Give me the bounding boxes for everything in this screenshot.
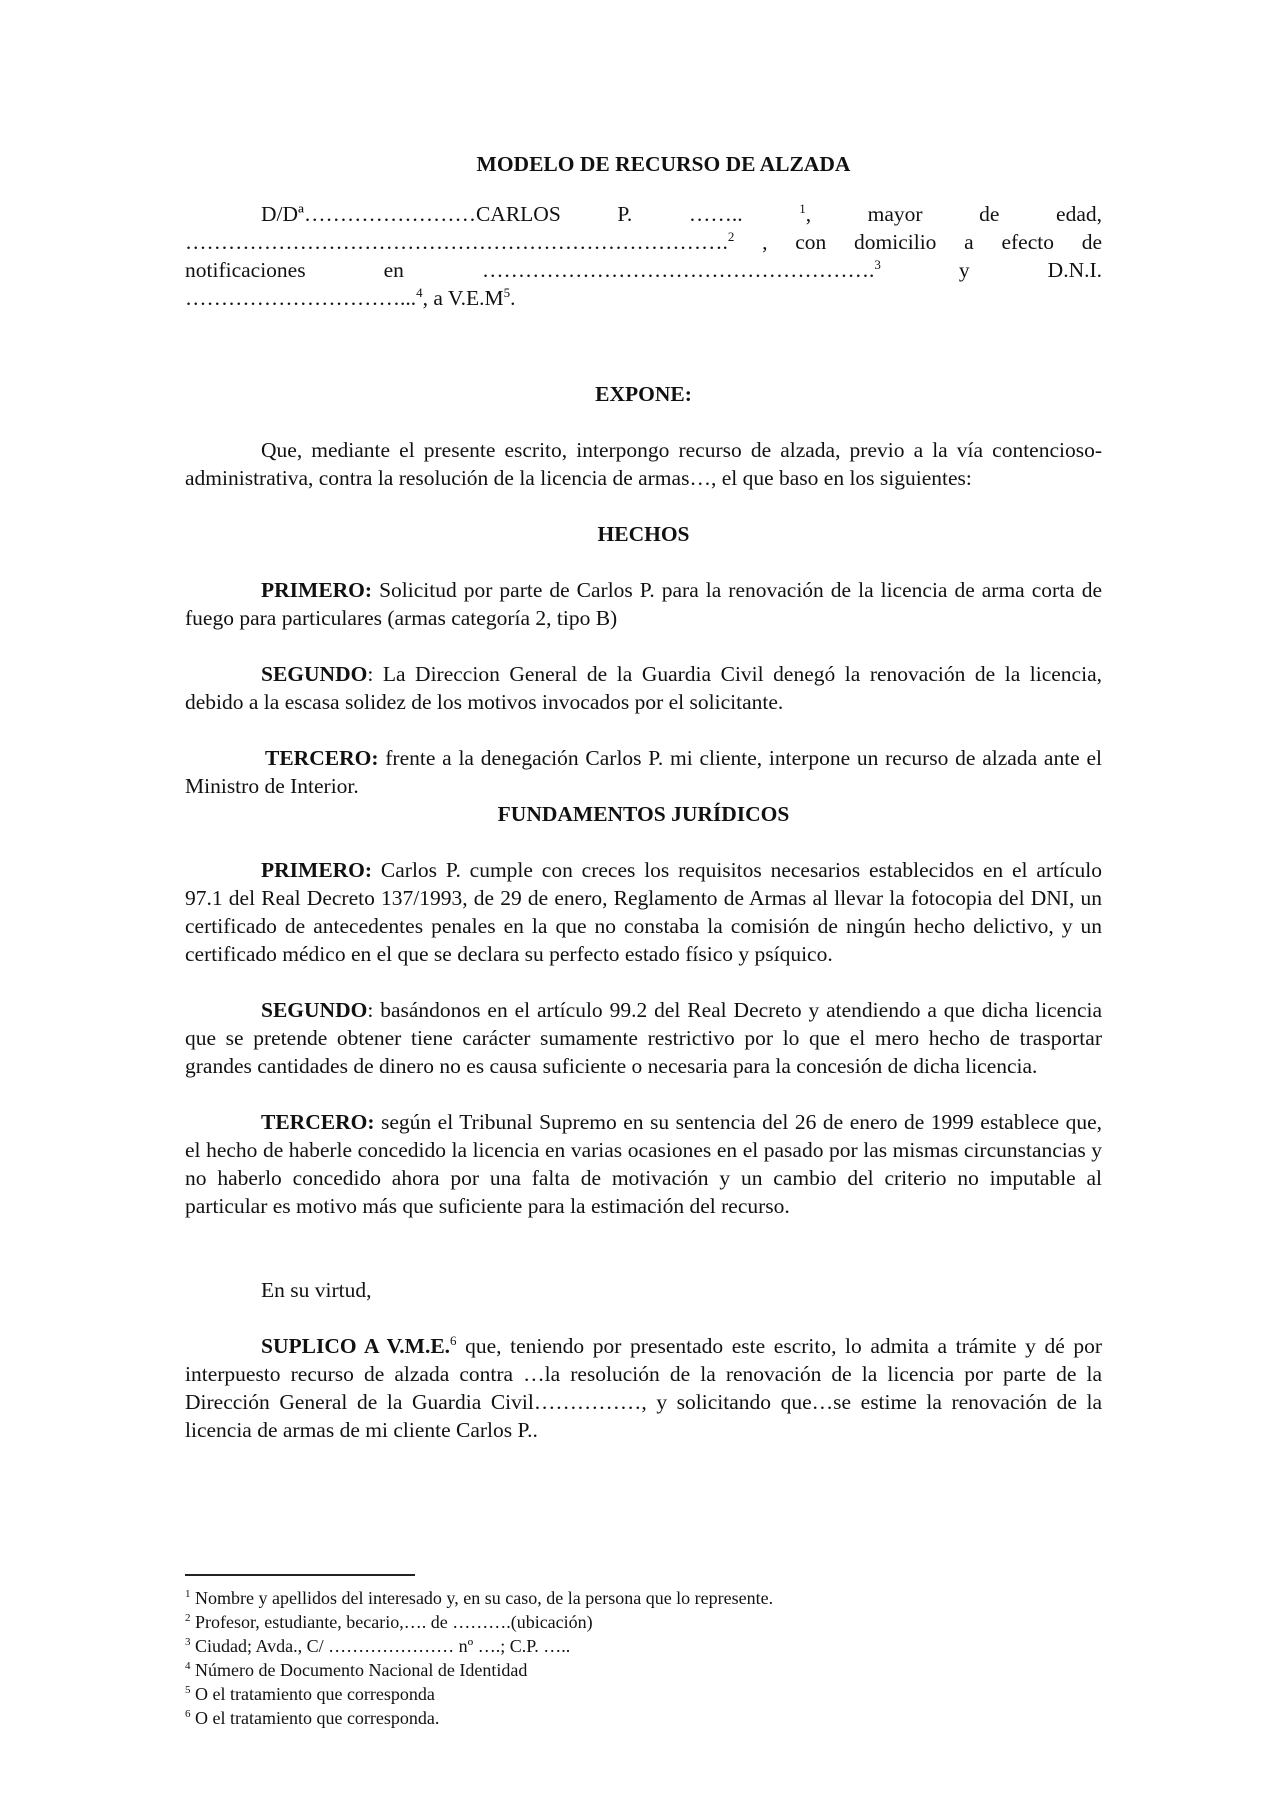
intro-text: , mayor de edad, (805, 202, 1102, 226)
fundamento-primero (185, 856, 1102, 968)
footnote-number: 6 (185, 1708, 191, 1720)
fundamento-segundo (185, 996, 1102, 1080)
footnote-text: Nombre y apellidos del interesado y, en su caso, de la persona que lo represente. (190, 1588, 774, 1608)
intro-name-field: D/Dª……………………CARLOS P. …….. (261, 202, 743, 226)
expone-paragraph: Que, mediante el presente escrito, interpongo recurso de alzada, previo a la vía contencioso-administrativa, contra la resolución de la licencia de armas…, el que baso en los siguientes: (185, 438, 1102, 490)
footnote-6 (185, 1706, 1105, 1730)
intro-address-field: notificaciones en ………………………………………………. (185, 258, 875, 282)
fundamentos-heading: FUNDAMENTOS JURÍDICOS (497, 802, 790, 826)
footnote-ref-6: 6 (450, 1332, 457, 1348)
footnote-ref-1: 1 (799, 200, 806, 216)
hecho-tercero (185, 744, 1102, 800)
en-su-virtud: En su virtud, (261, 1278, 372, 1302)
suplico-text: que, teniendo por presentado este escrito, lo admita a trámite y dé por interpuesto recurso de alzada contra …la resolución de la renovación de la licencia por parte de la Dirección General de la Guardia Civil……………, y solicitando que…se estime la renovación de la licencia de armas de mi cliente Carlos P.. (185, 1334, 1102, 1442)
hecho-label: PRIMERO: (261, 578, 373, 602)
hecho-text: : La Direccion General de la Guardia Civil denegó la renovación de la licencia, debido a la escasa solidez de los motivos invocados por el solicitante. (185, 662, 1102, 714)
footnote-text: O el tratamiento que corresponda. (190, 1708, 440, 1728)
footnote-number: 3 (185, 1636, 191, 1648)
footnote-ref-3: 3 (874, 256, 881, 272)
footnote-3 (185, 1634, 1105, 1658)
fundamento-text: Carlos P. cumple con creces los requisitos necesarios establecidos en el artículo 97.1 del Real Decreto 137/1993, de 29 de enero, Reglamento de Armas al llevar la fotocopia del DNI, un certificado de antecedentes penales en la que no constaba la comisión de ningún hecho delictivo, y un certificado médico en el que se declara su perfecto estado físico y psíquico. (185, 858, 1102, 966)
intro-line-3 (185, 256, 1102, 284)
fundamento-label: SEGUNDO (261, 998, 368, 1022)
intro-line-1 (185, 200, 1102, 228)
hecho-primero (185, 576, 1102, 632)
hecho-text: frente a la denegación Carlos P. mi cliente, interpone un recurso de alzada ante el Ministro de Interior. (185, 746, 1102, 798)
footnote-number: 1 (185, 1588, 191, 1600)
footnote-2 (185, 1610, 1105, 1634)
footnote-number: 2 (185, 1612, 191, 1624)
intro-occupation-field: …………………………………………………………………. (185, 230, 728, 254)
footnote-4 (185, 1658, 1105, 1682)
expone-heading: EXPONE: (595, 382, 692, 406)
footnote-ref-4: 4 (416, 284, 423, 300)
intro-text: , a V.E.M (422, 286, 504, 310)
footnote-number: 5 (185, 1684, 191, 1696)
hecho-segundo (185, 660, 1102, 716)
fundamento-text: según el Tribunal Supremo en su sentencia del 26 de enero de 1999 establece que, el hecho de haberle concedido la licencia en varias ocasiones en el pasado por las mismas circunstancias y no haberlo concedido ahora por una falta de motivación y un cambio del criterio no imputable al particular es motivo más que suficiente para la estimación del recurso. (185, 1110, 1102, 1218)
footnote-ref-5: 5 (503, 284, 511, 300)
hecho-label: SEGUNDO (261, 662, 368, 686)
footnote-text: Ciudad; Avda., C/ ………………… nº ….; C.P. ….. (190, 1636, 571, 1656)
footnotes (185, 1574, 1105, 1730)
suplico-paragraph (185, 1332, 1102, 1444)
footnote-text: Profesor, estudiante, becario,…. de ……….(ubicación) (190, 1612, 593, 1632)
fundamento-label: TERCERO: (261, 1110, 375, 1134)
footnote-ref-2: 2 (727, 228, 735, 244)
intro-line-2 (185, 228, 1102, 256)
footnote-text: Número de Documento Nacional de Identidad (190, 1660, 528, 1680)
footnote-1 (185, 1586, 1105, 1610)
hecho-text: Solicitud por parte de Carlos P. para la renovación de la licencia de arma corta de fuego para particulares (armas categoría 2, tipo B) (185, 578, 1102, 630)
intro-line-4 (185, 284, 1102, 312)
footnote-number: 4 (185, 1660, 191, 1672)
suplico-label: SUPLICO A V.M.E. (261, 1334, 451, 1358)
footnote-5 (185, 1682, 1105, 1706)
intro-text: . (510, 286, 516, 310)
fundamento-text: : basándonos en el artículo 99.2 del Real Decreto y atendiendo a que dicha licencia que se pretende obtener tiene carácter sumamente restrictivo por lo que el mero hecho de trasportar grandes cantidades de dinero no es causa suficiente o necesaria para la concesión de dicha licencia. (185, 998, 1102, 1078)
footnote-divider (185, 1574, 415, 1576)
hecho-label: TERCERO: (265, 746, 379, 770)
intro-dni-field: …………………………... (185, 286, 417, 310)
intro-text: , con domicilio a efecto de (762, 230, 1102, 254)
hechos-heading: HECHOS (597, 522, 690, 546)
fundamento-label: PRIMERO: (261, 858, 373, 882)
fundamento-tercero (185, 1108, 1102, 1220)
document-title: MODELO DE RECURSO DE ALZADA (476, 152, 851, 176)
footnote-text: O el tratamiento que corresponda (190, 1684, 435, 1704)
intro-text: y D.N.I. (958, 258, 1103, 282)
intro-paragraph (185, 200, 1102, 312)
